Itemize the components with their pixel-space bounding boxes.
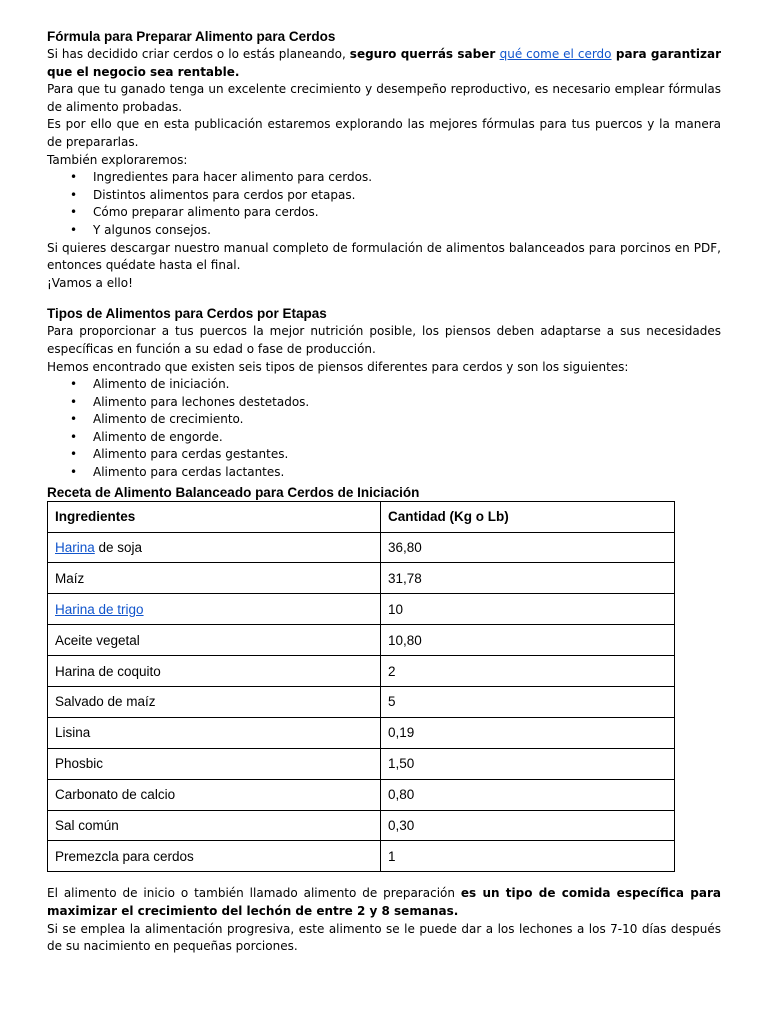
list-item: • Y algunos consejos. — [93, 222, 721, 240]
page-title: Fórmula para Preparar Alimento para Cerdos — [47, 29, 336, 44]
quantity-cell: 10 — [381, 594, 675, 625]
table-row — [48, 594, 675, 625]
inicio-text: El alimento de inicio o también llamado alimento de preparación — [47, 886, 461, 901]
section-title-tipos: Tipos de Alimentos para Cerdos por Etapas — [47, 306, 327, 322]
list-item: • Alimento de iniciación. — [93, 376, 721, 394]
intro-bold-a: seguro querrás saber — [349, 47, 500, 61]
recipe-table-body — [48, 532, 675, 872]
ingredient-cell — [48, 748, 381, 779]
list-item: • Alimento para lechones destetados. — [93, 394, 721, 412]
ingredient-name: Harina de coquito — [55, 663, 161, 679]
table-header-row — [48, 501, 675, 532]
quantity-cell: 0,30 — [381, 810, 675, 841]
explore-list — [47, 169, 721, 239]
ingredient-cell — [48, 841, 381, 872]
paragraph-alimentacion-progresiva: Si se emplea la alimentación progresiva, este alimento se le puede dar a los lechones a los 7-10 días después de su nacimiento en pequeñas porciones. — [47, 921, 721, 954]
ingredient-cell — [48, 625, 381, 656]
list-item: • Distintos alimentos para cerdos por etapas. — [93, 187, 721, 205]
ingredient-cell — [48, 532, 381, 563]
header-ingredientes: Ingredientes — [48, 501, 381, 532]
ingredient-link[interactable]: Harina de trigo — [55, 601, 144, 617]
ingredient-name: Salvado de maíz — [55, 694, 156, 710]
paragraph-download: Si quieres descargar nuestro manual completo de formulación de alimentos balanceados para porcinos en PDF, entonces quédate hasta el final. — [47, 240, 721, 273]
quantity-cell: 10,80 — [381, 625, 675, 656]
paragraph-explore: También exploraremos: — [47, 152, 188, 167]
list-item: • Alimento de engorde. — [93, 429, 721, 447]
table-row — [48, 748, 675, 779]
recipe-table — [47, 501, 675, 873]
ingredient-name: Carbonato de calcio — [55, 787, 176, 803]
que-come-el-cerdo-link[interactable]: qué come el cerdo — [499, 47, 612, 61]
quantity-cell: 36,80 — [381, 532, 675, 563]
ingredient-name: de soja — [94, 539, 143, 555]
paragraph-growth: Para que tu ganado tenga un excelente crecimiento y desempeño reproductivo, es necesario emplear fórmulas de alimento probadas. — [47, 82, 721, 114]
ingredient-name: Sal común — [55, 818, 119, 833]
table-row — [48, 563, 675, 594]
feed-types-list — [47, 376, 721, 482]
ingredient-name: Aceite vegetal — [55, 632, 140, 648]
quantity-cell: 1,50 — [381, 748, 675, 779]
ingredient-cell — [48, 594, 381, 625]
paragraph-publication: Es por ello que en esta publicación estaremos explorando las mejores fórmulas para tus puercos y la manera de prepararlas. — [47, 117, 721, 149]
ingredient-name: Premezcla para cerdos — [55, 848, 194, 864]
list-item: • Alimento de crecimiento. — [93, 411, 721, 429]
ingredient-link[interactable]: Harina — [55, 539, 95, 555]
table-row — [48, 625, 675, 656]
table-title: Receta de Alimento Balanceado para Cerdos de Iniciación — [47, 484, 420, 500]
list-item: • Alimento para cerdas gestantes. — [93, 446, 721, 464]
ingredient-name: Phosbic — [55, 756, 104, 772]
quantity-cell: 31,78 — [381, 563, 675, 594]
ingredient-cell — [48, 563, 381, 594]
quantity-cell: 0,19 — [381, 717, 675, 748]
quantity-cell: 1 — [381, 841, 675, 872]
ingredient-name: Lisina — [55, 725, 91, 741]
quantity-cell: 0,80 — [381, 779, 675, 810]
ingredient-cell — [48, 810, 381, 841]
table-row — [48, 810, 675, 841]
paragraph-nutricion: Para proporcionar a tus puercos la mejor nutrición posible, los piensos deben adaptarse a sus necesidades específicas en función a su edad o fase de producción. — [47, 324, 721, 356]
list-item: • Ingredientes para hacer alimento para cerdos. — [93, 169, 721, 187]
intro-paragraph — [47, 46, 721, 81]
ingredient-cell — [48, 779, 381, 810]
ingredient-cell — [48, 656, 381, 687]
list-item: • Alimento para cerdas lactantes. — [93, 464, 721, 482]
quantity-cell: 2 — [381, 656, 675, 687]
document-page — [47, 28, 721, 956]
header-cantidad: Cantidad (Kg o Lb) — [381, 501, 675, 532]
table-row — [48, 687, 675, 718]
table-row — [48, 656, 675, 687]
table-row — [48, 841, 675, 872]
table-row — [48, 717, 675, 748]
table-row — [48, 532, 675, 563]
paragraph-alimento-inicio — [47, 885, 721, 920]
table-row — [48, 779, 675, 810]
inicio-bold: es un tipo de comida específica para maximizar el crecimiento del lechón de entre 2 y 8 semanas. — [47, 886, 721, 918]
quantity-cell: 5 — [381, 687, 675, 718]
ingredient-cell — [48, 687, 381, 718]
ingredient-cell — [48, 717, 381, 748]
list-item: • Cómo preparar alimento para cerdos. — [93, 204, 721, 222]
intro-bold-b: para garantizar que el negocio sea rentable. — [47, 47, 721, 79]
intro-text: Si has decidido criar cerdos o lo estás planeando, — [47, 47, 350, 61]
paragraph-vamos: ¡Vamos a ello! — [47, 275, 133, 290]
ingredient-name: Maíz — [55, 570, 85, 586]
paragraph-seis-tipos: Hemos encontrado que existen seis tipos de piensos diferentes para cerdos y son los siguientes: — [47, 359, 629, 374]
